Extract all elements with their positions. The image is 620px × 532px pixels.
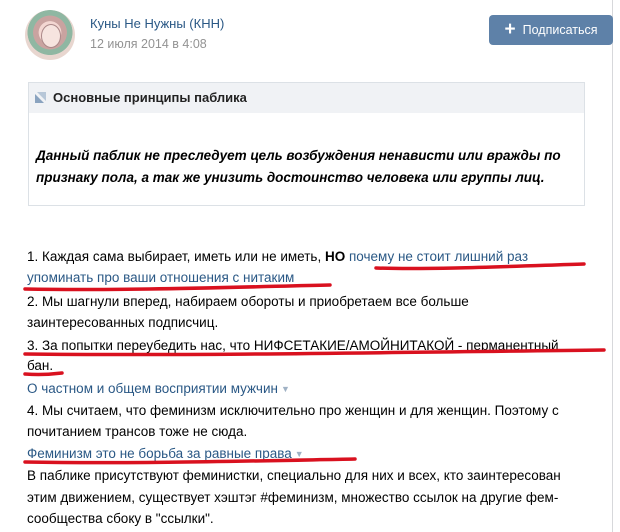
- paragraph-2-line-1: 2. Мы шагнули вперед, набираем обороты и приобретаем все больше: [27, 294, 469, 309]
- paragraph-5-line-2: этим движением, существует хэштэг #феминизм, множество ссылок на другие фем-: [27, 490, 559, 505]
- link-line-men: [27, 378, 290, 400]
- note-header[interactable]: [29, 83, 584, 113]
- paragraph-5-line-3: сообщества сбоку в "ссылки".: [27, 511, 214, 526]
- link-why-not-mention[interactable]: почему не стоит лишний раз: [348, 249, 529, 264]
- paragraph-5-line-1: В паблике присутствуют феминистки, специально для них и всех, кто заинтересован: [27, 468, 561, 483]
- link-men-perception[interactable]: О частном и общем восприятии мужчин: [27, 381, 278, 396]
- page-border: [612, 0, 613, 532]
- subscribe-button[interactable]: [489, 15, 613, 45]
- text: 1. Каждая сама выбирает, иметь или не иметь,: [27, 249, 325, 264]
- paragraph-3-line-2: бан.: [27, 358, 54, 373]
- link-why-not-mention-cont[interactable]: упоминать про ваши отношения с нитаким: [27, 270, 295, 285]
- link-line-feminism: [27, 443, 304, 465]
- avatar-face: [41, 24, 61, 48]
- plus-icon: +: [504, 18, 516, 40]
- note-body-line: Данный паблик не преследует цель возбуждения ненависти или вражды по: [36, 148, 561, 163]
- caret-icon: ▼: [280, 384, 290, 394]
- text-bold: НО: [324, 249, 346, 264]
- caret-icon: ▼: [294, 449, 304, 459]
- note-title: Основные принципы паблика: [53, 90, 247, 105]
- paragraph-2-line-2: заинтересованных подписчиц.: [27, 315, 219, 330]
- author-name[interactable]: Куны Не Нужны (КНН): [90, 16, 225, 31]
- paragraph-4-line-1: 4. Мы считаем, что феминизм исключительно про женщин и для женщин. Поэтому с: [27, 403, 559, 418]
- link-feminism[interactable]: Феминизм это не борьба за равные права: [27, 446, 292, 461]
- note-body-line: признаку пола, а так же унизить достоинство человека или группы лиц.: [36, 170, 545, 185]
- note-body: [36, 145, 576, 189]
- note-icon: [35, 92, 46, 103]
- paragraph-1-line-2: [27, 267, 294, 288]
- note-block: [28, 82, 585, 206]
- subscribe-label: Подписаться: [522, 23, 598, 37]
- paragraph-4-line-2: почитанием трансов тоже не сюда.: [27, 424, 248, 439]
- post-date[interactable]: 12 июля 2014 в 4:08: [90, 37, 207, 51]
- paragraph-3-line-1: 3. За попытки переубедить нас, что НИФСЕТАКИЕ/АМОЙНИТАКОЙ - перманентный: [27, 338, 559, 353]
- avatar[interactable]: [25, 10, 75, 60]
- paragraph-1-line-1: [27, 246, 528, 267]
